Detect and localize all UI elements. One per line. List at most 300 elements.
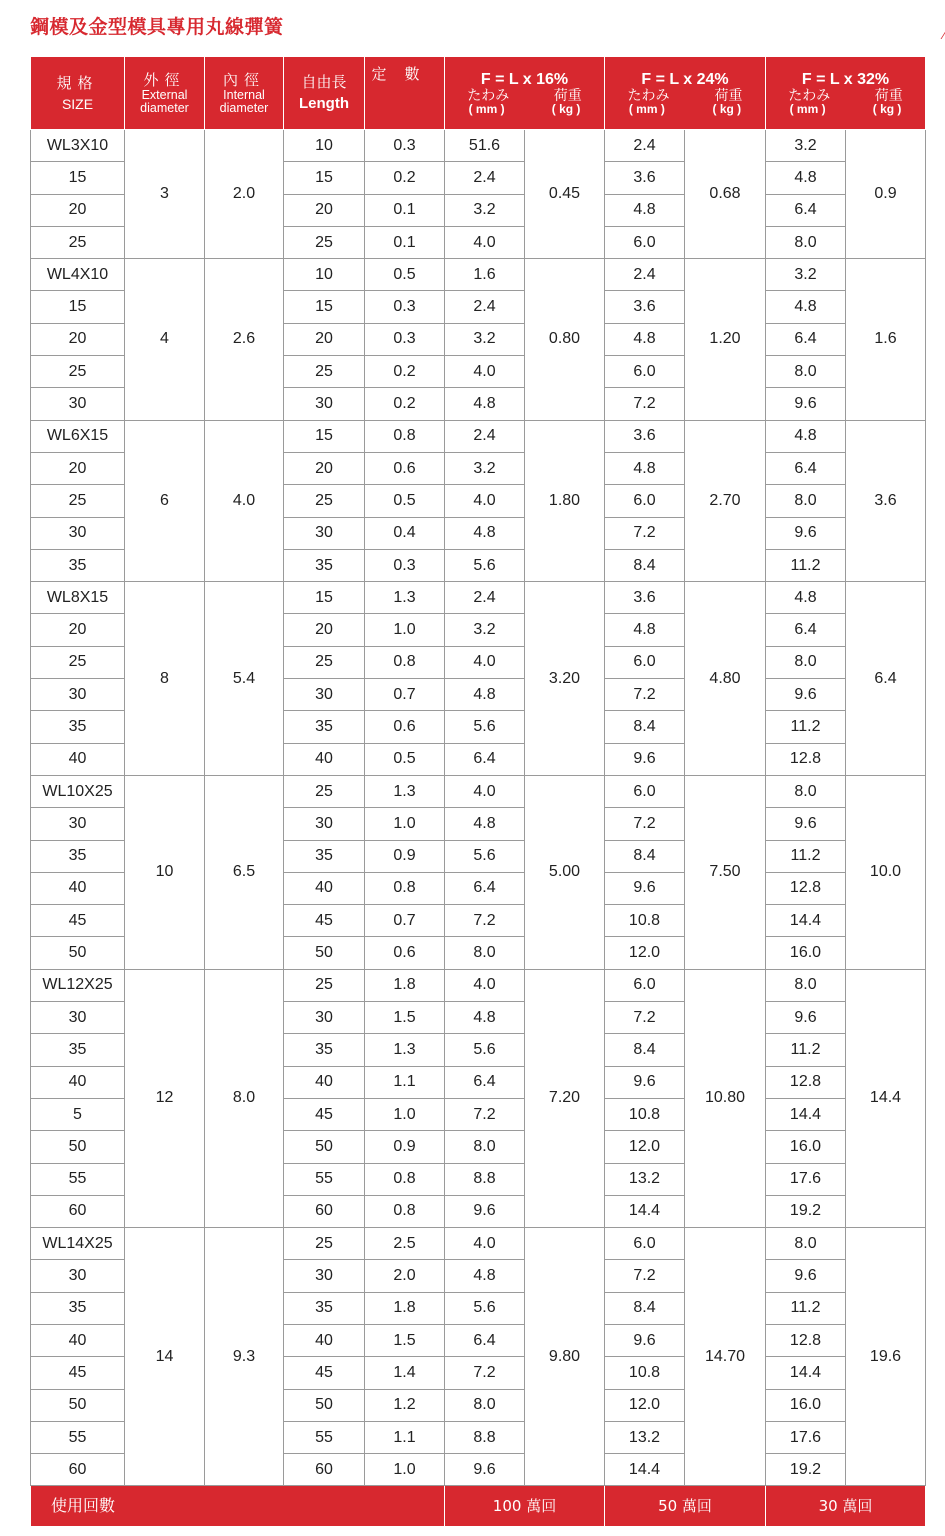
table-row	[31, 420, 926, 452]
cell-constant: 0.9	[365, 1131, 445, 1163]
cell-deflection-32: 8.0	[766, 969, 846, 1001]
cell-size: 30	[31, 388, 125, 420]
cell-deflection-16: 4.8	[445, 388, 525, 420]
cell-load-24: 7.50	[685, 775, 766, 969]
cell-constant: 0.4	[365, 517, 445, 549]
header-od-en2: diameter	[140, 101, 189, 115]
cell-constant: 0.9	[365, 840, 445, 872]
header-formula-16	[445, 57, 605, 130]
cell-deflection-16: 2.4	[445, 582, 525, 614]
cell-outer-diameter: 12	[125, 969, 205, 1227]
cell-deflection-32: 16.0	[766, 1389, 846, 1421]
cell-length: 40	[284, 743, 365, 775]
cell-length: 40	[284, 872, 365, 904]
cell-outer-diameter: 4	[125, 259, 205, 420]
cell-deflection-16: 6.4	[445, 872, 525, 904]
cell-deflection-16: 6.4	[445, 1066, 525, 1098]
cell-load-16: 0.80	[525, 259, 605, 420]
cell-load-24: 10.80	[685, 969, 766, 1227]
cell-deflection-16: 4.0	[445, 356, 525, 388]
cell-load-24: 14.70	[685, 1228, 766, 1486]
cell-deflection-32: 9.6	[766, 1260, 846, 1292]
spring-spec-table	[30, 56, 926, 1527]
cell-length: 25	[284, 969, 365, 1001]
cell-deflection-32: 8.0	[766, 485, 846, 517]
cell-size: 25	[31, 356, 125, 388]
cell-constant: 1.1	[365, 1421, 445, 1453]
cell-deflection-16: 4.0	[445, 485, 525, 517]
cell-deflection-24: 8.4	[605, 711, 685, 743]
cell-size: 30	[31, 1002, 125, 1034]
cell-deflection-16: 6.4	[445, 1324, 525, 1356]
cell-deflection-24: 6.0	[605, 485, 685, 517]
cell-deflection-16: 8.0	[445, 937, 525, 969]
cell-deflection-24: 12.0	[605, 1389, 685, 1421]
cell-constant: 1.5	[365, 1324, 445, 1356]
cell-deflection-24: 9.6	[605, 743, 685, 775]
cell-constant: 1.8	[365, 1292, 445, 1324]
cell-length: 25	[284, 646, 365, 678]
kg-unit-32: ( kg )	[872, 102, 902, 116]
table-body	[31, 130, 926, 1486]
cell-constant: 0.5	[365, 259, 445, 291]
footer-cycles-24: 50 萬回	[605, 1486, 766, 1527]
formula-32: F = L x 32%	[801, 71, 890, 88]
cell-load-16: 3.20	[525, 582, 605, 776]
header-length	[284, 57, 365, 130]
table-row	[31, 259, 926, 291]
cell-constant: 0.8	[365, 420, 445, 452]
header-constant	[365, 57, 445, 130]
cell-deflection-32: 4.8	[766, 420, 846, 452]
cell-inner-diameter: 9.3	[205, 1228, 284, 1486]
cell-deflection-32: 12.8	[766, 872, 846, 904]
header-inner-diameter	[205, 57, 284, 130]
kg-unit-16: ( kg )	[551, 102, 581, 116]
header-od-en1: External	[141, 88, 188, 102]
cell-deflection-32: 14.4	[766, 1357, 846, 1389]
cell-size: WL4X10	[31, 259, 125, 291]
cell-length: 30	[284, 1002, 365, 1034]
cell-load-24: 4.80	[685, 582, 766, 776]
cell-size: 60	[31, 1454, 125, 1486]
cell-deflection-16: 7.2	[445, 1357, 525, 1389]
cell-deflection-24: 8.4	[605, 1034, 685, 1066]
cell-inner-diameter: 2.0	[205, 130, 284, 259]
cell-load-16: 7.20	[525, 969, 605, 1227]
cell-length: 25	[284, 226, 365, 258]
cell-length: 35	[284, 1292, 365, 1324]
cell-deflection-32: 14.4	[766, 905, 846, 937]
cell-load-32: 1.6	[846, 259, 926, 420]
cell-deflection-24: 6.0	[605, 226, 685, 258]
load-label-24: 荷重	[714, 88, 743, 104]
cell-constant: 0.7	[365, 905, 445, 937]
cell-deflection-16: 7.2	[445, 905, 525, 937]
cell-length: 60	[284, 1454, 365, 1486]
cell-load-32: 3.6	[846, 420, 926, 581]
mm-unit-16: ( mm )	[468, 102, 505, 116]
cell-deflection-32: 11.2	[766, 549, 846, 581]
cell-load-24: 1.20	[685, 259, 766, 420]
load-label-32: 荷重	[874, 88, 903, 104]
cell-length: 50	[284, 1131, 365, 1163]
cell-deflection-24: 10.8	[605, 1098, 685, 1130]
cell-outer-diameter: 8	[125, 582, 205, 776]
header-od-zh: 外徑	[143, 71, 186, 89]
cell-deflection-16: 4.0	[445, 226, 525, 258]
cell-deflection-32: 6.4	[766, 194, 846, 226]
cell-deflection-32: 16.0	[766, 937, 846, 969]
cell-deflection-32: 19.2	[766, 1195, 846, 1227]
cell-deflection-16: 9.6	[445, 1195, 525, 1227]
cell-deflection-16: 51.6	[445, 130, 525, 162]
cell-length: 20	[284, 614, 365, 646]
cell-deflection-24: 13.2	[605, 1163, 685, 1195]
cell-load-32: 14.4	[846, 969, 926, 1227]
cell-deflection-16: 2.4	[445, 291, 525, 323]
cell-length: 15	[284, 291, 365, 323]
cell-constant: 0.2	[365, 388, 445, 420]
footer-usage-label: 使用回數	[31, 1486, 445, 1527]
cell-size: WL12X25	[31, 969, 125, 1001]
cell-deflection-24: 10.8	[605, 905, 685, 937]
cell-deflection-24: 4.8	[605, 452, 685, 484]
cell-length: 25	[284, 1228, 365, 1260]
cell-deflection-16: 7.2	[445, 1098, 525, 1130]
cell-deflection-32: 6.4	[766, 323, 846, 355]
cell-deflection-16: 2.4	[445, 162, 525, 194]
cell-constant: 1.0	[365, 1454, 445, 1486]
cell-deflection-24: 14.4	[605, 1454, 685, 1486]
cell-deflection-32: 9.6	[766, 517, 846, 549]
cell-size: 35	[31, 711, 125, 743]
cell-deflection-32: 14.4	[766, 1098, 846, 1130]
cell-deflection-24: 7.2	[605, 517, 685, 549]
header-size-en: SIZE	[61, 95, 94, 112]
cell-constant: 0.6	[365, 937, 445, 969]
cell-outer-diameter: 3	[125, 130, 205, 259]
cell-deflection-24: 4.8	[605, 323, 685, 355]
cell-size: 20	[31, 452, 125, 484]
cell-deflection-32: 4.8	[766, 582, 846, 614]
cell-size: WL14X25	[31, 1228, 125, 1260]
cell-constant: 0.6	[365, 711, 445, 743]
cell-deflection-32: 4.8	[766, 162, 846, 194]
cell-deflection-24: 7.2	[605, 1260, 685, 1292]
cell-deflection-16: 9.6	[445, 1454, 525, 1486]
cell-length: 45	[284, 1357, 365, 1389]
cell-length: 35	[284, 1034, 365, 1066]
cell-deflection-24: 8.4	[605, 840, 685, 872]
cell-load-32: 0.9	[846, 130, 926, 259]
cell-deflection-24: 4.8	[605, 614, 685, 646]
cell-deflection-16: 8.0	[445, 1389, 525, 1421]
cell-constant: 1.1	[365, 1066, 445, 1098]
cell-deflection-24: 9.6	[605, 1324, 685, 1356]
cell-deflection-32: 16.0	[766, 1131, 846, 1163]
cell-deflection-16: 3.2	[445, 194, 525, 226]
cell-load-32: 19.6	[846, 1228, 926, 1486]
cell-length: 15	[284, 420, 365, 452]
cell-size: 55	[31, 1163, 125, 1195]
cell-deflection-16: 3.2	[445, 323, 525, 355]
cell-deflection-32: 9.6	[766, 1002, 846, 1034]
cell-deflection-24: 7.2	[605, 388, 685, 420]
cell-deflection-32: 12.8	[766, 1066, 846, 1098]
cell-deflection-32: 3.2	[766, 259, 846, 291]
table-header	[31, 57, 926, 130]
cell-constant: 0.8	[365, 1163, 445, 1195]
cell-length: 30	[284, 1260, 365, 1292]
cell-deflection-16: 3.2	[445, 452, 525, 484]
cell-deflection-32: 8.0	[766, 646, 846, 678]
cell-size: 25	[31, 485, 125, 517]
cell-deflection-32: 8.0	[766, 356, 846, 388]
cell-constant: 1.5	[365, 1002, 445, 1034]
cell-load-16: 0.45	[525, 130, 605, 259]
cell-size: 50	[31, 1389, 125, 1421]
cell-deflection-24: 7.2	[605, 679, 685, 711]
cell-constant: 0.1	[365, 226, 445, 258]
cell-size: 45	[31, 905, 125, 937]
cell-size: 35	[31, 840, 125, 872]
cell-length: 15	[284, 582, 365, 614]
cell-deflection-32: 6.4	[766, 452, 846, 484]
cell-deflection-24: 12.0	[605, 1131, 685, 1163]
cell-deflection-16: 5.6	[445, 1034, 525, 1066]
cell-constant: 0.2	[365, 356, 445, 388]
cell-load-24: 0.68	[685, 130, 766, 259]
cell-deflection-24: 6.0	[605, 646, 685, 678]
cell-constant: 1.8	[365, 969, 445, 1001]
cell-constant: 2.0	[365, 1260, 445, 1292]
formula-24: F = L x 24%	[641, 71, 729, 88]
cell-deflection-32: 8.0	[766, 226, 846, 258]
cell-size: 35	[31, 1292, 125, 1324]
cell-deflection-24: 3.6	[605, 162, 685, 194]
corner-mark: ∕	[942, 28, 945, 42]
cell-length: 35	[284, 840, 365, 872]
cell-deflection-16: 8.8	[445, 1421, 525, 1453]
cell-constant: 0.8	[365, 872, 445, 904]
cell-size: 40	[31, 872, 125, 904]
cell-constant: 0.5	[365, 485, 445, 517]
cell-size: 15	[31, 291, 125, 323]
header-len-en: Length	[299, 95, 349, 112]
cell-deflection-16: 4.0	[445, 969, 525, 1001]
cell-deflection-32: 6.4	[766, 614, 846, 646]
cell-length: 50	[284, 1389, 365, 1421]
formula-16: F = L x 16%	[480, 71, 569, 88]
cell-length: 15	[284, 162, 365, 194]
cell-length: 40	[284, 1066, 365, 1098]
cell-size: WL3X10	[31, 130, 125, 162]
header-formula-24	[605, 57, 766, 130]
cell-deflection-16: 4.8	[445, 1002, 525, 1034]
cell-deflection-24: 8.4	[605, 549, 685, 581]
header-id-en1: Internal	[223, 88, 265, 102]
cell-deflection-16: 4.0	[445, 646, 525, 678]
cell-constant: 0.3	[365, 549, 445, 581]
cell-size: WL8X15	[31, 582, 125, 614]
cell-deflection-32: 12.8	[766, 1324, 846, 1356]
mm-unit-24: ( mm )	[628, 102, 665, 116]
cell-length: 35	[284, 549, 365, 581]
cell-load-16: 9.80	[525, 1228, 605, 1486]
table-row	[31, 969, 926, 1001]
cell-deflection-24: 14.4	[605, 1195, 685, 1227]
cell-length: 45	[284, 905, 365, 937]
cell-size: 55	[31, 1421, 125, 1453]
cell-size: 30	[31, 808, 125, 840]
cell-constant: 0.3	[365, 130, 445, 162]
cell-deflection-32: 17.6	[766, 1421, 846, 1453]
cell-deflection-24: 9.6	[605, 872, 685, 904]
cell-deflection-24: 3.6	[605, 291, 685, 323]
cell-deflection-16: 5.6	[445, 1292, 525, 1324]
cell-deflection-16: 1.6	[445, 259, 525, 291]
cell-inner-diameter: 2.6	[205, 259, 284, 420]
kg-unit-24: ( kg )	[712, 102, 742, 116]
header-outer-diameter	[125, 57, 205, 130]
cell-deflection-32: 9.6	[766, 388, 846, 420]
cell-length: 25	[284, 356, 365, 388]
cell-deflection-32: 3.2	[766, 130, 846, 162]
cell-constant: 1.0	[365, 1098, 445, 1130]
table-footer	[31, 1486, 926, 1527]
cell-length: 55	[284, 1421, 365, 1453]
cell-load-16: 5.00	[525, 775, 605, 969]
cell-deflection-24: 2.4	[605, 130, 685, 162]
cell-deflection-24: 6.0	[605, 775, 685, 807]
cell-size: 60	[31, 1195, 125, 1227]
cell-length: 25	[284, 485, 365, 517]
cell-inner-diameter: 4.0	[205, 420, 284, 581]
cell-length: 30	[284, 808, 365, 840]
cell-size: 20	[31, 614, 125, 646]
cell-constant: 1.0	[365, 614, 445, 646]
cell-deflection-32: 11.2	[766, 711, 846, 743]
cell-deflection-16: 5.6	[445, 840, 525, 872]
header-const-zh: 定數	[371, 65, 438, 83]
cell-length: 40	[284, 1324, 365, 1356]
cell-deflection-16: 4.8	[445, 808, 525, 840]
cell-length: 55	[284, 1163, 365, 1195]
cell-outer-diameter: 10	[125, 775, 205, 969]
cell-load-16: 1.80	[525, 420, 605, 581]
header-id-en2: diameter	[219, 101, 269, 115]
cell-constant: 0.8	[365, 1195, 445, 1227]
cell-length: 20	[284, 323, 365, 355]
cell-size: 35	[31, 549, 125, 581]
cell-inner-diameter: 5.4	[205, 582, 284, 776]
footer-cycles-32: 30 萬回	[766, 1486, 926, 1527]
load-label-16: 荷重	[553, 88, 582, 104]
cell-size: 45	[31, 1357, 125, 1389]
cell-size: WL10X25	[31, 775, 125, 807]
cell-size: 25	[31, 226, 125, 258]
cell-deflection-16: 4.8	[445, 679, 525, 711]
header-id-zh: 內徑	[222, 71, 265, 89]
deflection-label-16: たわみ	[467, 88, 510, 104]
cell-deflection-32: 19.2	[766, 1454, 846, 1486]
cell-size: 40	[31, 1066, 125, 1098]
cell-deflection-16: 8.8	[445, 1163, 525, 1195]
cell-length: 50	[284, 937, 365, 969]
cell-length: 10	[284, 259, 365, 291]
cell-size: 5	[31, 1098, 125, 1130]
cell-length: 30	[284, 517, 365, 549]
cell-length: 20	[284, 452, 365, 484]
table-row	[31, 130, 926, 162]
table-row	[31, 582, 926, 614]
cell-size: 50	[31, 937, 125, 969]
cell-length: 25	[284, 775, 365, 807]
cell-constant: 0.7	[365, 679, 445, 711]
header-size	[31, 57, 125, 130]
cell-deflection-24: 10.8	[605, 1357, 685, 1389]
cell-constant: 1.4	[365, 1357, 445, 1389]
deflection-label-24: たわみ	[627, 88, 670, 104]
cell-deflection-24: 3.6	[605, 582, 685, 614]
cell-size: 30	[31, 679, 125, 711]
cell-load-32: 6.4	[846, 582, 926, 776]
cell-deflection-32: 11.2	[766, 1034, 846, 1066]
cell-inner-diameter: 8.0	[205, 969, 284, 1227]
cell-outer-diameter: 6	[125, 420, 205, 581]
cell-deflection-16: 4.8	[445, 517, 525, 549]
cell-deflection-16: 5.6	[445, 549, 525, 581]
table-row	[31, 775, 926, 807]
cell-deflection-16: 8.0	[445, 1131, 525, 1163]
cell-deflection-32: 9.6	[766, 808, 846, 840]
cell-size: 35	[31, 1034, 125, 1066]
cell-deflection-16: 4.0	[445, 1228, 525, 1260]
header-formula-32	[766, 57, 926, 130]
cell-deflection-32: 8.0	[766, 1228, 846, 1260]
cell-deflection-16: 4.8	[445, 1260, 525, 1292]
cell-constant: 1.0	[365, 808, 445, 840]
cell-constant: 1.2	[365, 1389, 445, 1421]
cell-deflection-32: 12.8	[766, 743, 846, 775]
cell-length: 30	[284, 388, 365, 420]
cell-deflection-24: 13.2	[605, 1421, 685, 1453]
cell-size: WL6X15	[31, 420, 125, 452]
cell-deflection-24: 7.2	[605, 808, 685, 840]
cell-deflection-24: 2.4	[605, 259, 685, 291]
cell-deflection-24: 8.4	[605, 1292, 685, 1324]
cell-deflection-24: 6.0	[605, 1228, 685, 1260]
cell-length: 30	[284, 679, 365, 711]
cell-size: 15	[31, 162, 125, 194]
cell-deflection-24: 12.0	[605, 937, 685, 969]
cell-constant: 0.1	[365, 194, 445, 226]
cell-deflection-24: 6.0	[605, 969, 685, 1001]
header-len-zh: 自由長	[301, 73, 347, 91]
cell-deflection-24: 6.0	[605, 356, 685, 388]
cell-deflection-16: 5.6	[445, 711, 525, 743]
cell-length: 20	[284, 194, 365, 226]
cell-size: 20	[31, 194, 125, 226]
cell-deflection-32: 8.0	[766, 775, 846, 807]
deflection-label-32: たわみ	[788, 88, 831, 104]
cell-constant: 0.5	[365, 743, 445, 775]
cell-deflection-24: 3.6	[605, 420, 685, 452]
page-title: 鋼模及金型模具專用丸線彈簧	[30, 16, 284, 38]
cell-deflection-16: 4.0	[445, 775, 525, 807]
cell-deflection-32: 4.8	[766, 291, 846, 323]
